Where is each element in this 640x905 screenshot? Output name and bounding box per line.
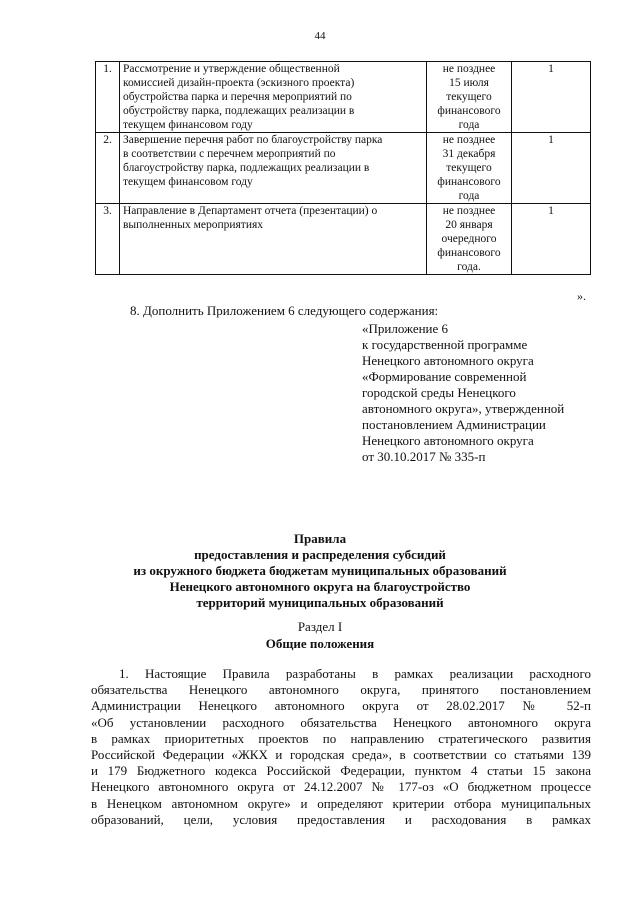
task-line: Рассмотрение и утверждение общественной — [123, 63, 340, 75]
task-line: в соответствии с перечнем мероприятий по — [123, 148, 336, 160]
deadline-cell — [427, 62, 512, 133]
task-line: текущем финансовом году — [123, 176, 253, 188]
paragraph-line: в рамках приоритетных проектов по направлению стратегического развития — [91, 730, 591, 746]
annex-line: «Формирование современной — [362, 369, 527, 384]
paragraph-line: и 179 Бюджетного кодекса Российской Федерации, пунктом 4 статьи 15 закона — [91, 763, 591, 779]
annex-header — [362, 321, 612, 465]
task-cell — [120, 62, 427, 133]
deadline-line: финансового — [437, 247, 501, 259]
task-cell — [120, 204, 427, 275]
task-line: обустройству парка, подлежащих реализации в — [123, 105, 355, 117]
annex-line: Ненецкого автономного округа — [362, 353, 534, 368]
deadline-line: не позднее — [442, 63, 496, 75]
paragraph-1 — [91, 666, 591, 828]
deadline-cell — [427, 133, 512, 204]
paragraph-line: «Об установлении расходного обязательства Ненецкого автономного округа — [91, 714, 591, 730]
title-line: территорий муниципальных образований — [196, 595, 444, 610]
deadline-line: финансового — [437, 176, 501, 188]
responsible-cell: 1 — [512, 204, 591, 275]
deadline-line: 31 декабря — [442, 148, 496, 160]
title-line: Правила — [293, 531, 347, 546]
row-number: 2. — [96, 133, 120, 204]
paragraph-line: образований, цели, условия предоставления и расходования в рамках — [91, 811, 591, 827]
deadline-line: не позднее — [442, 134, 496, 146]
task-line: Завершение перечня работ по благоустройству парка — [123, 134, 383, 146]
table-row — [96, 204, 591, 275]
title-line: предоставления и распределения субсидий — [194, 547, 446, 562]
rules-title — [0, 531, 640, 611]
paragraph-line: Российской Федерации «ЖКХ и городская среда», в соответствии со статьями 139 — [91, 747, 591, 763]
title-line: Ненецкого автономного округа на благоустройство — [169, 579, 471, 594]
annex-line: постановлением Администрации — [362, 417, 546, 432]
deadline-line: не позднее — [442, 205, 496, 217]
deadline-line: года. — [457, 261, 481, 273]
deadline-cell — [427, 204, 512, 275]
table-row — [96, 133, 591, 204]
deadline-line: очередного — [441, 233, 497, 245]
task-line: текущем финансовом году — [123, 119, 253, 131]
deadline-line: финансового — [437, 105, 501, 117]
responsible-cell: 1 — [512, 133, 591, 204]
closing-quote: ». — [577, 289, 586, 303]
annex-line: городской среды Ненецкого — [362, 385, 516, 400]
task-line: Направление в Департамент отчета (презентации) о — [123, 205, 378, 217]
task-cell — [120, 133, 427, 204]
deadline-line: 20 января — [445, 219, 493, 231]
section-label: Раздел I — [297, 619, 343, 634]
paragraph-line: обязательства Ненецкого автономного округа, принятого постановлением — [91, 682, 591, 698]
deadline-line: 15 июля — [449, 77, 489, 89]
deadline-line: текущего — [446, 162, 492, 174]
annex-line: к государственной программе — [362, 337, 528, 352]
page-number: 44 — [314, 30, 326, 42]
annex-line: «Приложение 6 — [362, 321, 449, 336]
title-line: из окружного бюджета бюджетам муниципальных образований — [133, 563, 507, 578]
task-line: комиссией дизайн-проекта (эскизного проекта) — [123, 77, 355, 89]
annex-line: от 30.10.2017 № 335-п — [362, 449, 486, 464]
table-row — [96, 62, 591, 133]
paragraph-line: в Ненецком автономном округе» и определяют критерии отбора муниципальных — [91, 795, 591, 811]
deadline-line: года — [458, 119, 480, 131]
deadline-line: текущего — [446, 91, 492, 103]
row-number: 1. — [96, 62, 120, 133]
task-line: обустройства парка и перечня мероприятий по — [123, 91, 352, 103]
annex-line: Ненецкого автономного округа — [362, 433, 534, 448]
task-line: благоустройству парка, подлежащих реализации в — [123, 162, 370, 174]
row-number: 3. — [96, 204, 120, 275]
deadline-line: года — [458, 190, 480, 202]
schedule-table — [95, 61, 591, 275]
paragraph-line: 1. Настоящие Правила разработаны в рамках реализации расходного — [119, 666, 591, 681]
task-line: выполненных мероприятиях — [123, 219, 264, 231]
paragraph-line: Ненецкого автономного округа от 24.12.2007 № 177-оз «О бюджетном процессе — [91, 779, 591, 795]
section-heading: Общие положения — [265, 636, 375, 651]
responsible-cell: 1 — [512, 62, 591, 133]
annex-line: автономного округа», утвержденной — [362, 401, 565, 416]
amendment-clause: 8. Дополнить Приложением 6 следующего содержания: — [130, 303, 439, 318]
paragraph-line: Администрации Ненецкого автономного округа от 28.02.2017 № 52-п — [91, 698, 591, 714]
